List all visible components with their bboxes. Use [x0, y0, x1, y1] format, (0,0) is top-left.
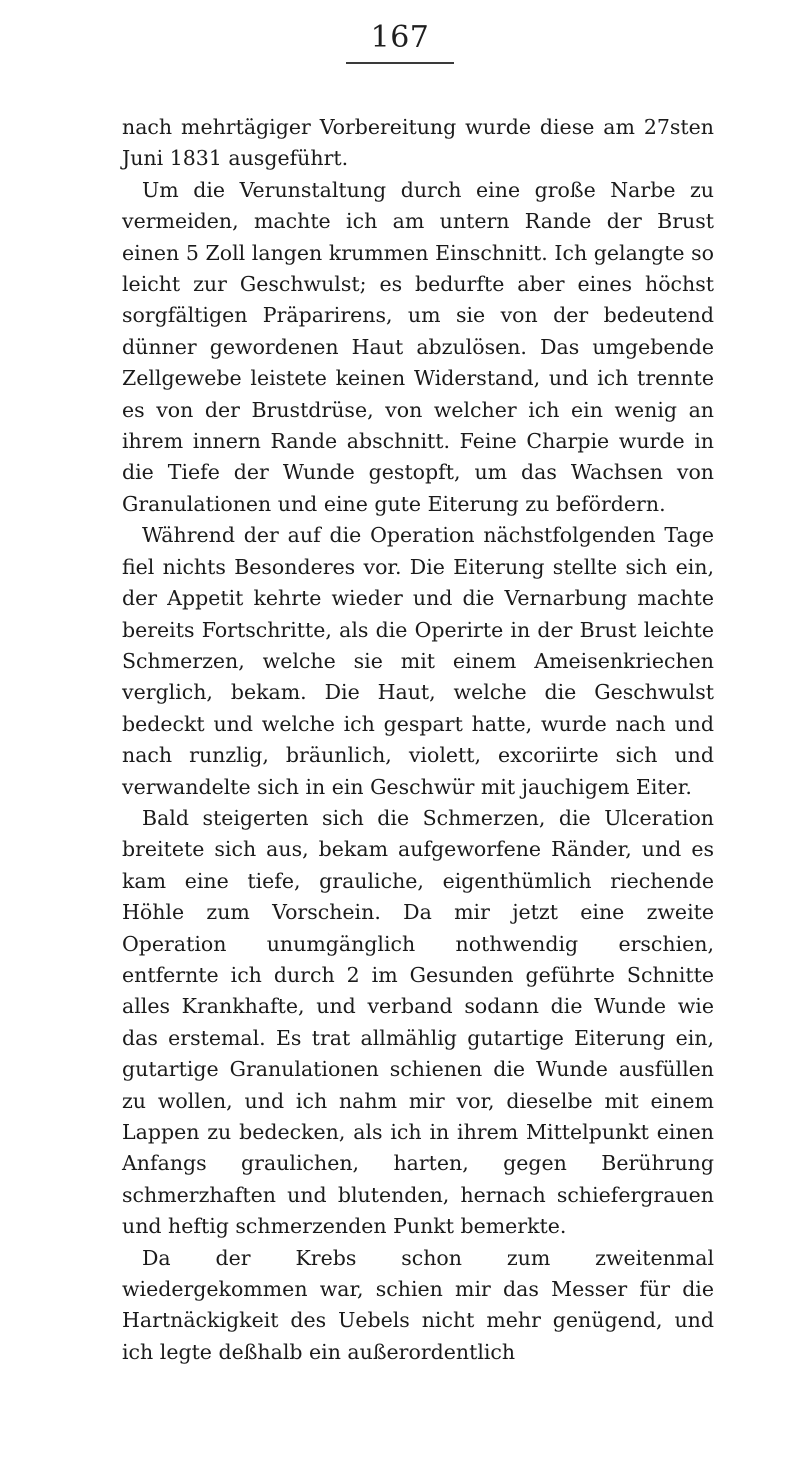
paragraph: Da der Krebs schon zum zweitenmal wiedergekommen war, schien mir das Messer für die Hartnäckigkeit des Uebels nicht mehr genügend, und ich legte deßhalb ein außerordentlich — [122, 1245, 714, 1364]
paragraph: nach mehrtägiger Vorbereitung wurde diese am 27sten Juni 1831 ausgeführt. — [122, 115, 714, 171]
paragraph: Um die Verunstaltung durch eine große Narbe zu vermeiden, machte ich am untern Rande der Brust einen 5 Zoll langen krummen Einschnitt. Ich gelangte so leicht zur Geschwulst; es bedurfte aber eines höchst sorgfältigen Präparirens, um sie von der bedeutend dünner gewordenen Haut abzulösen. Das umgebende Zellgewebe leistete keinen Widerstand, und ich trennte es von der Brustdrüse, von welcher ich ein wenig an ihrem innern Rande abschnitt. Feine Charpie wurde in die Tiefe der Wunde gestopft, um das Wachsen von Granulationen und eine gute Eiterung zu befördern. — [122, 177, 714, 516]
page-number-rule — [346, 62, 454, 64]
paragraph: Bald steigerten sich die Schmerzen, die Ulceration breitete sich aus, bekam aufgeworfene Ränder, und es kam eine tiefe, grauliche, eigenthümlich riechende Höhle zum Vorschein. Da mir jetzt eine zweite Operation unumgänglich nothwendig erschien, entfernte ich durch 2 im Gesunden geführte Schnitte alles Krankhafte, und verband sodann die Wunde wie das erstemal. Es trat allmählig gutartige Eiterung ein, gutartige Granulationen schienen die Wunde ausfüllen zu wollen, und ich nahm mir vor, dieselbe mit einem Lappen zu bedecken, als ich in ihrem Mittelpunkt einen Anfangs graulichen, harten, gegen Berührung schmerzhaften und blutenden, hernach schiefergrauen und heftig schmerzenden Punkt bemerkte. — [122, 805, 714, 1239]
paragraph: Während der auf die Operation nächstfolgenden Tage fiel nichts Besonderes vor. Die Eiterung stellte sich ein, der Appetit kehrte wieder und die Vernarbung machte bereits Fortschritte, als die Operirte in der Brust leichte Schmerzen, welche sie mit einem Ameisenkriechen verglich, bekam. Die Haut, welche die Geschwulst bedeckt und welche ich gespart hatte, wurde nach und nach runzlig, bräunlich, violett, excoriirte sich und verwandelte sich in ein Geschwür mit jauchigem Eiter. — [122, 523, 714, 799]
body-text — [122, 112, 714, 1368]
page-number: 167 — [370, 20, 430, 55]
